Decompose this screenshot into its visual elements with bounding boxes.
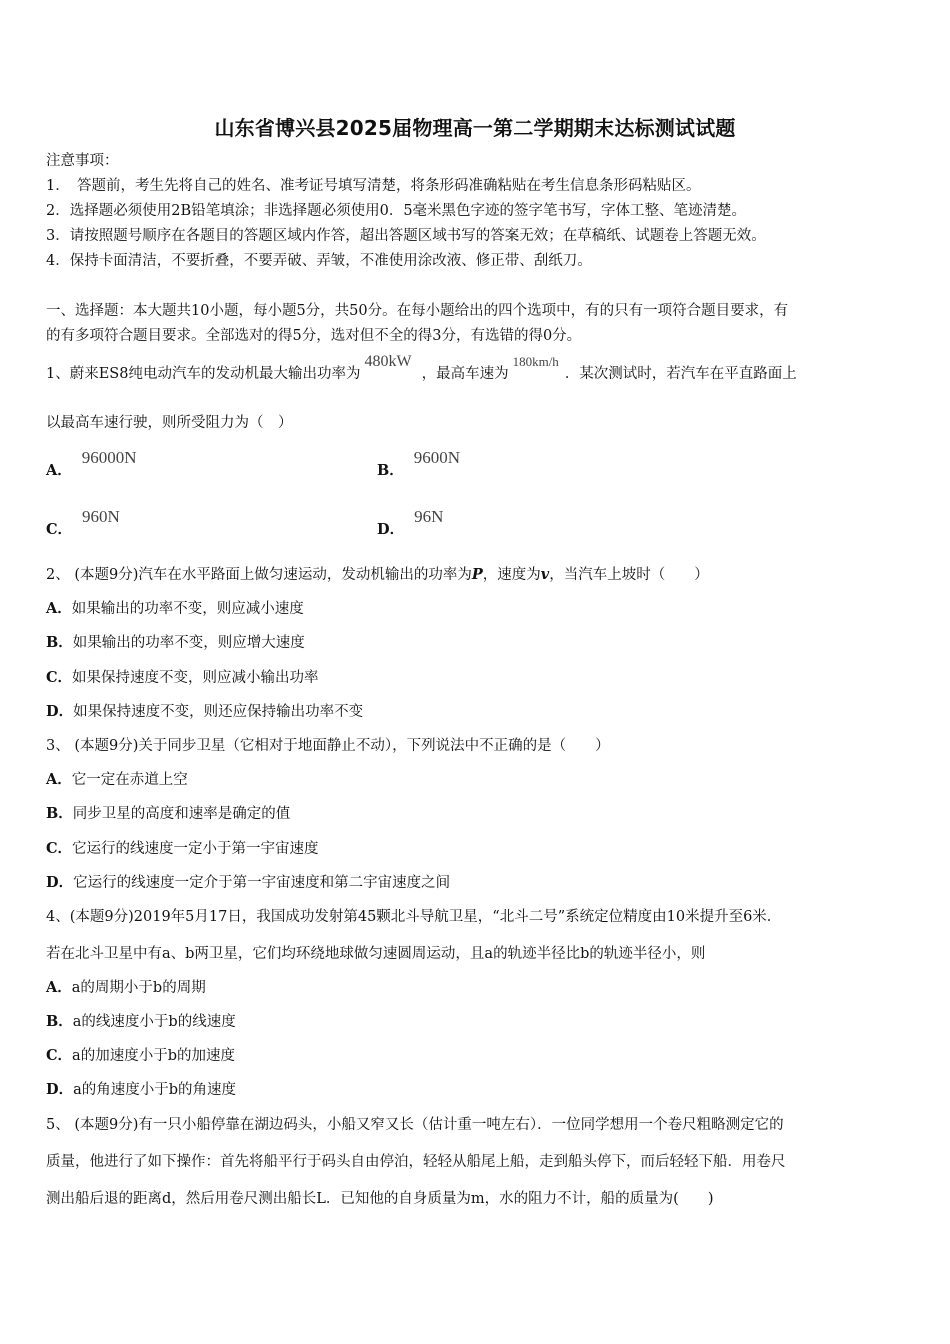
option-value: 96000N: [81, 448, 137, 467]
option-letter: C．: [46, 1047, 73, 1064]
q1-text-part-3: ．某次测试时，若汽车在平直路面上: [564, 366, 797, 382]
q1-option-c[interactable]: [46, 507, 120, 540]
option-letter: D．: [46, 874, 74, 891]
option-text: a的周期小于b的周期: [71, 980, 206, 996]
q5-stem-line-3: 测出船后退的距离d，然后用卷尺测出船长L．已知他的自身质量为m，水的阻力不计，船的质量为( ): [46, 1191, 714, 1207]
option-letter: C．: [46, 669, 73, 686]
section-intro-line-1: 一、选择题：本大题共10小题，每小题5分，共50分。在每小题给出的四个选项中，有的只有一项符合题目要求，有: [46, 303, 789, 319]
q5-stem-line-1: 5、 (本题9分)有一只小船停靠在湖边码头，小船又窄又长（估计重一吨左右）．一位同学想用一个卷尺粗略测定它的: [46, 1117, 784, 1133]
option-letter: B．: [46, 1013, 73, 1030]
option-text: a的线速度小于b的线速度: [72, 1014, 236, 1030]
option-text: 如果保持速度不变，则还应保持输出功率不变: [73, 704, 364, 720]
q2-option-b[interactable]: [46, 633, 305, 653]
q1-stem-line-1: [46, 353, 797, 384]
option-letter: D．: [46, 1081, 74, 1098]
q4-option-a[interactable]: [46, 978, 206, 998]
q1-speed-value: 180km/h: [512, 354, 559, 369]
q1-option-d[interactable]: [377, 507, 444, 540]
q1-option-a[interactable]: [46, 448, 137, 481]
q2-option-c[interactable]: [46, 668, 319, 688]
option-letter: B．: [377, 462, 404, 479]
option-text: 如果输出的功率不变，则应减小速度: [71, 601, 304, 617]
notes-heading: 注意事项：: [46, 153, 119, 169]
note-item-2: 2．选择题必须使用2B铅笔填涂；非选择题必须使用0．5毫米黑色字迹的签字笔书写，字体工整、笔迹清楚。: [46, 203, 747, 219]
q3-stem: 3、 (本题9分)关于同步卫星（它相对于地面静止不动），下列说法中不正确的是（ ）: [46, 738, 610, 754]
q4-option-c[interactable]: [46, 1046, 235, 1066]
q3-option-d[interactable]: [46, 873, 450, 893]
q4-option-b[interactable]: [46, 1012, 236, 1032]
q4-option-d[interactable]: [46, 1080, 236, 1100]
note-item-3: 3．请按照题号顺序在各题目的答题区域内作答，超出答题区域书写的答案无效；在草稿纸、试题卷上答题无效。: [46, 228, 766, 244]
option-text: 它运行的线速度一定介于第一宇宙速度和第二宇宙速度之间: [73, 875, 451, 891]
q1-text-part-1: 1、蔚来ES8纯电动汽车的发动机最大输出功率为: [46, 366, 361, 382]
option-letter: C．: [46, 521, 73, 538]
q1-stem-line-2: 以最高车速行驶，则所受阻力为（ ）: [46, 415, 293, 431]
q1-power-value: 480kW: [364, 353, 412, 370]
q3-option-a[interactable]: [46, 770, 188, 790]
option-letter: A．: [46, 771, 72, 788]
q5-stem-line-2: 质量，他进行了如下操作：首先将船平行于码头自由停泊，轻轻从船尾上船，走到船头停下，而后轻轻下船．用卷尺: [46, 1154, 786, 1170]
q2-var-p: P: [471, 566, 483, 583]
option-letter: A．: [46, 600, 72, 617]
q2-stem-part-b: ，速度为: [482, 567, 541, 583]
option-text: a的加速度小于b的加速度: [72, 1048, 235, 1064]
q4-stem-line-2: 若在北斗卫星中有a、b两卫星，它们均环绕地球做匀速圆周运动，且a的轨迹半径比b的轨迹半径小，则: [46, 946, 706, 962]
option-text: 它运行的线速度一定小于第一宇宙速度: [72, 841, 319, 857]
q2-stem: [46, 565, 709, 585]
option-value: 9600N: [413, 448, 461, 467]
section-intro-line-2: 的有多项符合题目要求。全部选对的得5分，选对但不全的得3分，有选错的得0分。: [46, 328, 582, 344]
q3-option-b[interactable]: [46, 804, 290, 824]
option-letter: D．: [377, 521, 405, 538]
option-letter: A．: [46, 979, 72, 996]
note-item-4: 4．保持卡面清洁，不要折叠，不要弄破、弄皱，不准使用涂改液、修正带、刮纸刀。: [46, 253, 592, 269]
option-letter: D．: [46, 703, 74, 720]
option-text: 如果保持速度不变，则应减小输出功率: [72, 670, 319, 686]
q2-option-d[interactable]: [46, 702, 363, 722]
exam-title: 山东省博兴县2025届物理高一第二学期期末达标测试试题: [214, 116, 736, 140]
option-value: 960N: [82, 507, 120, 526]
option-letter: B．: [46, 805, 73, 822]
q3-option-c[interactable]: [46, 839, 319, 859]
q1-text-part-2: ，最高车速为: [421, 366, 509, 382]
q2-option-a[interactable]: [46, 599, 304, 619]
option-letter: C．: [46, 840, 73, 857]
option-text: a的角速度小于b的角速度: [73, 1082, 237, 1098]
q4-stem-line-1: 4、(本题9分)2019年5月17日，我国成功发射第45颗北斗导航卫星，“北斗二号”系统定位精度由10米提升至6米．: [46, 909, 782, 925]
q2-var-v: v: [540, 566, 550, 583]
option-letter: A．: [46, 462, 72, 479]
note-item-1: 1． 答题前，考生先将自己的姓名、准考证号填写清楚，将条形码准确粘贴在考生信息条形码粘贴区。: [46, 178, 701, 194]
option-text: 同步卫星的高度和速率是确定的值: [72, 806, 291, 822]
option-text: 它一定在赤道上空: [71, 772, 188, 788]
q2-stem-part-a: 2、 (本题9分)汽车在水平路面上做匀速运动，发动机输出的功率为: [46, 567, 472, 583]
option-value: 96N: [414, 507, 444, 526]
q1-option-b[interactable]: [377, 448, 461, 481]
q2-stem-part-c: ，当汽车上坡时（ ）: [549, 567, 709, 583]
option-letter: B．: [46, 634, 73, 651]
option-text: 如果输出的功率不变，则应增大速度: [72, 635, 305, 651]
